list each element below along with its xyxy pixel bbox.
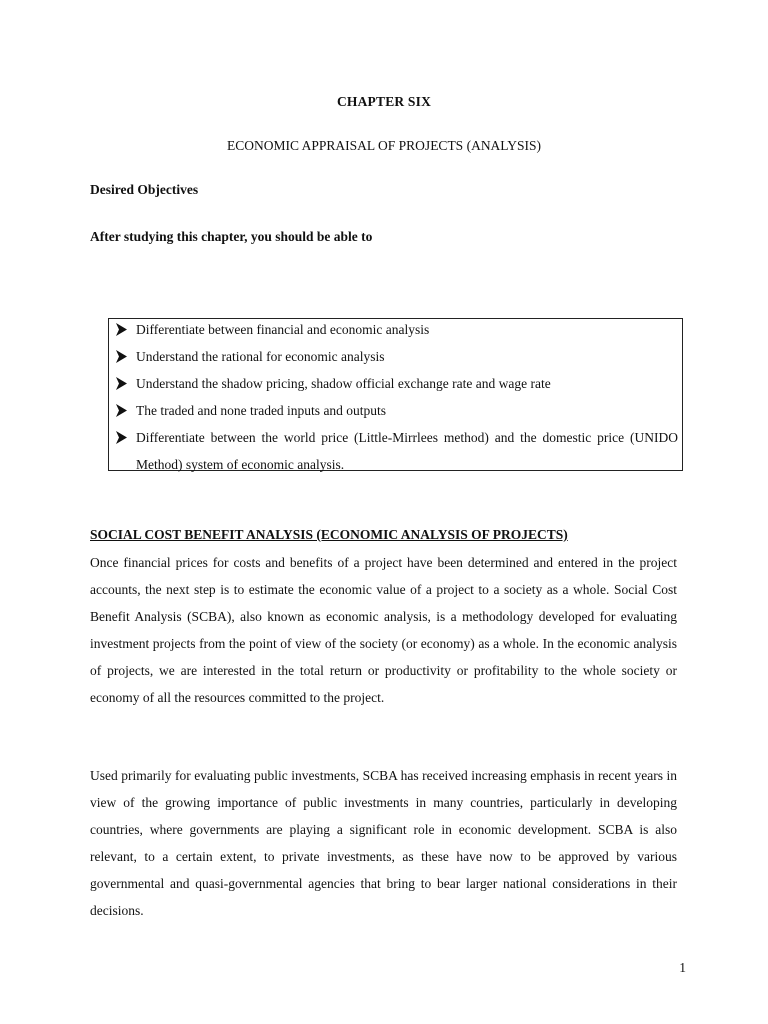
objective-text: Differentiate between the world price (Little-Mirrlees method) and the domestic price (UNIDO Method) system of economic analysis.: [136, 430, 678, 472]
objective-text: Understand the shadow pricing, shadow official exchange rate and wage rate: [136, 376, 551, 391]
objective-item: [109, 424, 682, 478]
body-paragraph: Once financial prices for costs and benefits of a project have been determined and entered in the project accounts, the next step is to estimate the economic value of a project to a society as a whole. Social Cost Benefit Analysis (SCBA), also known as economic analysis, is a methodology developed for evaluating investment projects from the point of view of the society (or economy) as a whole. In the economic analysis of projects, we are interested in the total return or productivity or profitability to the whole society or economy of all the resources committed to the project.: [90, 555, 677, 706]
objectives-heading: Desired Objectives: [90, 182, 199, 197]
objective-text: The traded and none traded inputs and outputs: [136, 403, 387, 418]
section-heading: SOCIAL COST BENEFIT ANALYSIS (ECONOMIC ANALYSIS OF PROJECTS): [90, 527, 568, 542]
objective-text: Differentiate between financial and economic analysis: [136, 322, 430, 337]
objective-text: Understand the rational for economic analysis: [136, 349, 385, 364]
body-paragraph: Used primarily for evaluating public investments, SCBA has received increasing emphasis in recent years in view of the growing importance of public investments in many countries, particularly in developing countries, where governments are playing a significant role in economic development. SCBA is also relevant, to a certain extent, to private investments, as these have now to be approved by various governmental and quasi-governmental agencies that bring to bear larger national considerations in their decisions.: [90, 768, 677, 919]
objectives-intro: After studying this chapter, you should be able to: [90, 229, 373, 244]
objectives-list: [109, 316, 682, 478]
objectives-box: [108, 318, 683, 471]
arrow-bullet-icon: [114, 316, 128, 343]
chapter-title: ECONOMIC APPRAISAL OF PROJECTS (ANALYSIS): [227, 138, 541, 153]
objective-item: [109, 397, 682, 424]
objective-item: [109, 343, 682, 370]
arrow-bullet-icon: [114, 370, 128, 397]
page-number: 1: [679, 960, 686, 975]
chapter-label: CHAPTER SIX: [336, 94, 432, 109]
objective-item: [109, 316, 682, 343]
arrow-bullet-icon: [114, 397, 128, 424]
arrow-bullet-icon: [114, 343, 128, 370]
arrow-bullet-icon: [114, 424, 128, 451]
objective-item: [109, 370, 682, 397]
